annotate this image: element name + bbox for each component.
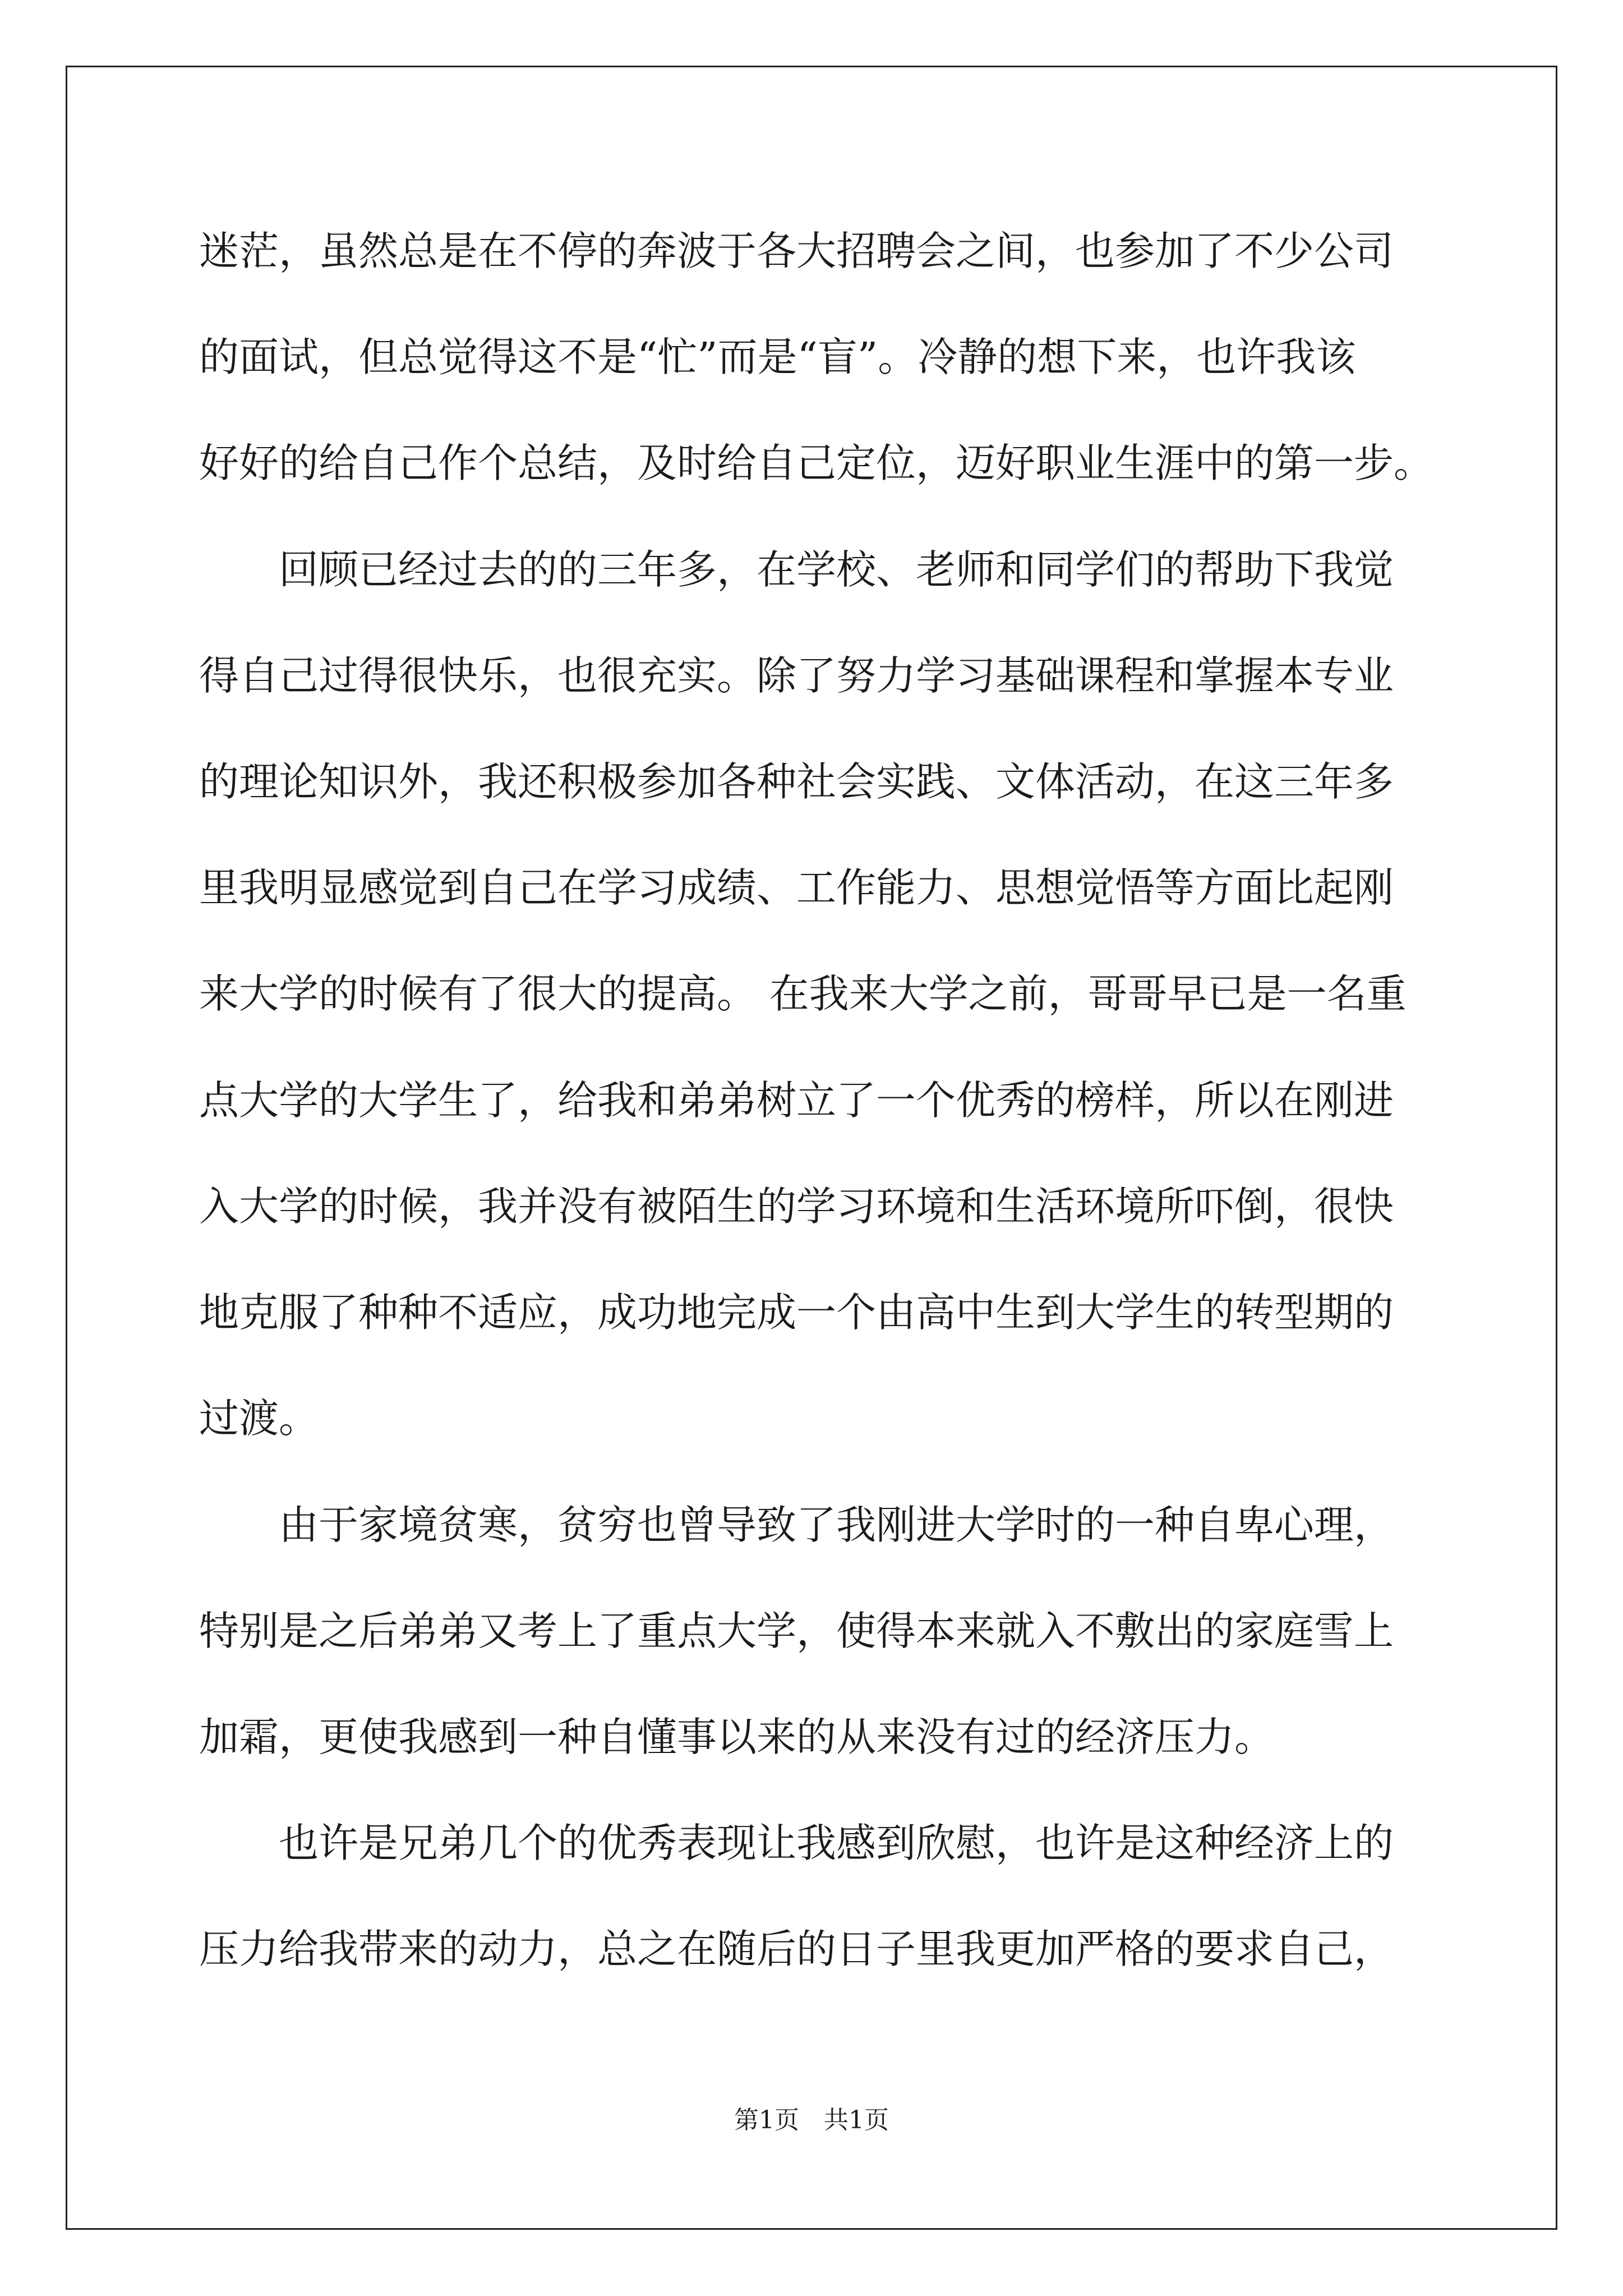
text-line: 好好的给自己作个总结，及时给自己定位，迈好职业生涯中的第一步。 (199, 440, 1434, 486)
text-line: 由于家境贫寒，贫穷也曾导致了我刚进大学时的一种自卑心理， (199, 1502, 1394, 1548)
text-line: 得自己过得很快乐，也很充实。除了努力学习基础课程和掌握本专业 (199, 652, 1394, 699)
text-line: 地克服了种种不适应，成功地完成一个由高中生到大学生的转型期的 (199, 1289, 1394, 1336)
text-line: 加霜，更使我感到一种自懂事以来的从来没有过的经济压力。 (199, 1714, 1275, 1760)
text-line: 入大学的时候，我并没有被陌生的学习环境和生活环境所吓倒，很快 (199, 1183, 1394, 1230)
text-line: 点大学的大学生了，给我和弟弟树立了一个优秀的榜样，所以在刚进 (199, 1077, 1394, 1124)
text-line: 特别是之后弟弟又考上了重点大学，使得本来就入不敷出的家庭雪上 (199, 1608, 1394, 1654)
text-line: 里我明显感觉到自己在学习成绩、工作能力、思想觉悟等方面比起刚 (199, 864, 1394, 911)
text-line: 回顾已经过去的的三年多，在学校、老师和同学们的帮助下我觉 (199, 546, 1394, 593)
text-line: 也许是兄弟几个的优秀表现让我感到欣慰，也许是这种经济上的 (199, 1820, 1394, 1866)
text-line: 的面试，但总觉得这不是“忙”而是“盲”。冷静的想下来，也许我该 (199, 334, 1356, 380)
text-line: 迷茫，虽然总是在不停的奔波于各大招聘会之间，也参加了不少公司 (199, 228, 1394, 274)
text-line: 过渡。 (199, 1395, 319, 1442)
text-line: 的理论知识外，我还积极参加各种社会实践、文体活动，在这三年多 (199, 758, 1394, 805)
page-number-footer: 第1页 共1页 (734, 2106, 889, 2134)
text-line: 来大学的时候有了很大的提高。 在我来大学之前，哥哥早已是一名重 (199, 970, 1407, 1017)
text-line: 压力给我带来的动力，总之在随后的日子里我更加严格的要求自己， (199, 1926, 1394, 1972)
